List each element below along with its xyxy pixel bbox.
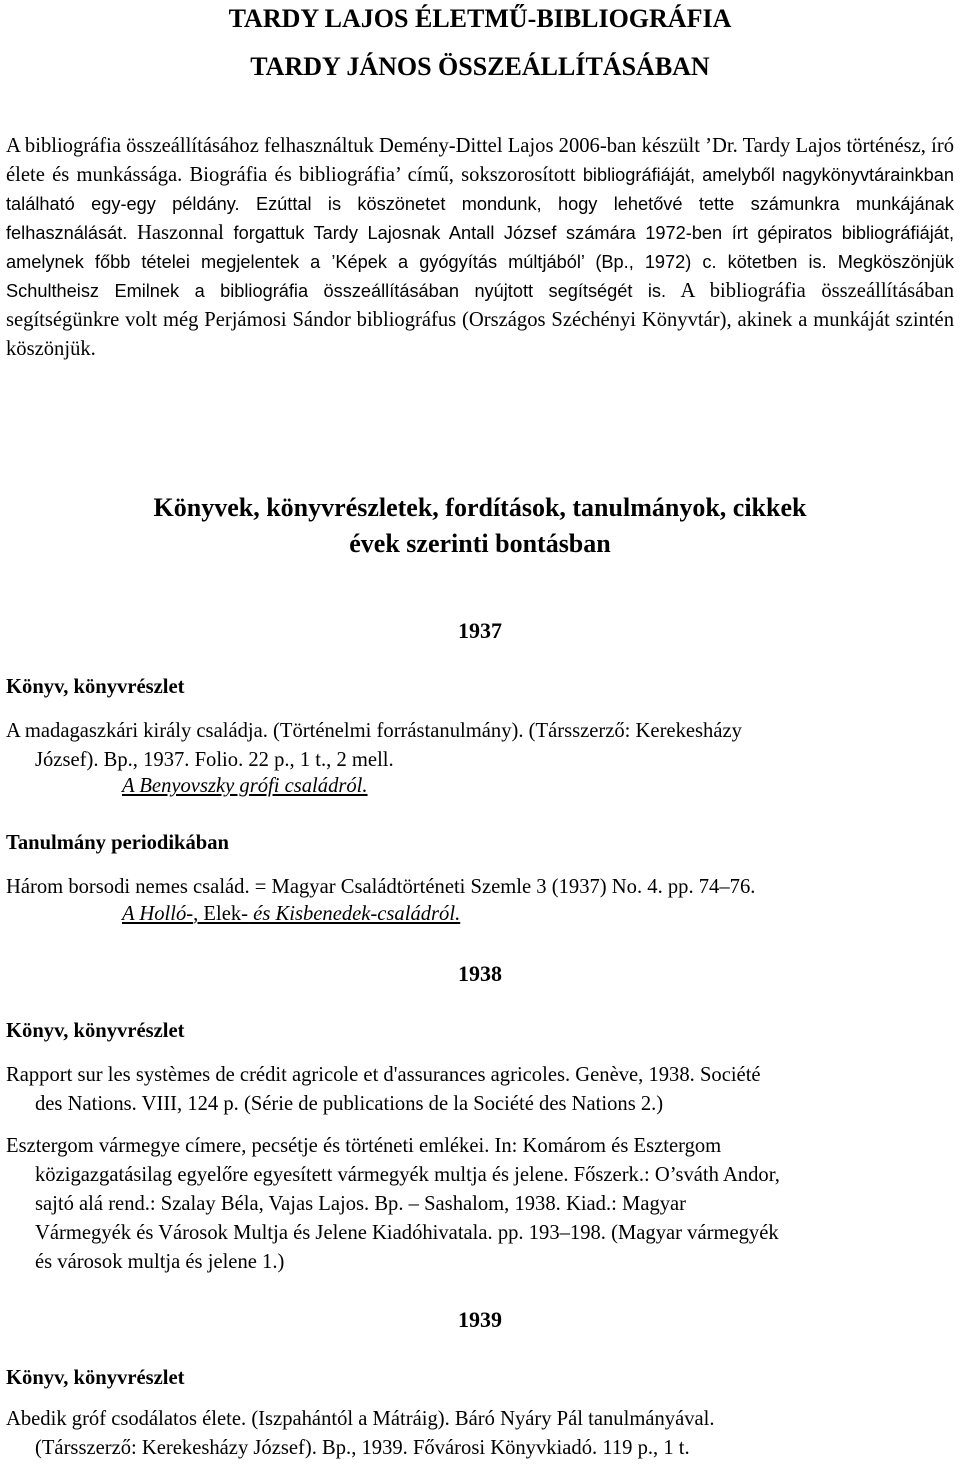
- bibliography-entry: [6, 1132, 954, 1277]
- category-heading-book: Könyv, könyvrészlet: [6, 1020, 185, 1042]
- intro-text-4: forgattuk Tardy Lajosnak Antall József számára 1972-ben írt gépiratos bibliográfiáját, amelynek főbb tételei megjelentek a ’Képek a gyógyítás múltjából’ (Bp., 1972) c. kötetben is. Megköszönjük Schultheisz Emilnek a bibliográfia összeállításában nyújtott segítségét is.: [6, 223, 954, 301]
- entry-line: des Nations. VIII, 124 p. (Série de publications de la Société des Nations 2.): [35, 1093, 664, 1115]
- section-title: Könyvek, könyvrészletek, fordítások, tanulmányok, cikkek: [153, 493, 807, 522]
- entry-line: József). Bp., 1937. Folio. 22 p., 1 t., 2 mell.: [35, 749, 394, 771]
- category-heading-study: Tanulmány periodikában: [6, 832, 230, 854]
- intro-text-5: A bibliográfia összeállításában segítségünkre volt még Perjámosi Sándor bibliográfus (Országos Széchényi Könyvtár), akinek a munkáját szintén köszönjük.: [6, 280, 955, 360]
- entry-note: A Benyovszky grófi családról.: [122, 775, 368, 797]
- intro-paragraph: [6, 132, 954, 364]
- entry-line: Abedik gróf csodálatos élete. (Iszpahántól a Mátráig). Báró Nyáry Pál tanulmányával.: [6, 1408, 715, 1430]
- category-heading-book: Könyv, könyvrészlet: [6, 1367, 185, 1389]
- entry-line: közigazgatásilag egyelőre egyesített vármegyék multja és jelene. Főszerk.: O’sváth Andor,: [35, 1164, 780, 1186]
- entry-line: (Társszerző: Kerekesházy József). Bp., 1939. Fővárosi Könyvkiadó. 119 p., 1 t.: [35, 1437, 690, 1459]
- bibliography-entry: [6, 1405, 954, 1463]
- entry-line: Három borsodi nemes család. = Magyar Családtörténeti Szemle 3 (1937) No. 4. pp. 74–76.: [6, 876, 756, 898]
- entry-note-part: A Holló-: [122, 903, 194, 925]
- year-heading-1938: 1938: [458, 961, 502, 986]
- bibliography-entry: [6, 1061, 954, 1119]
- entry-line: A madagaszkári király családja. (Történelmi forrástanulmány). (Társszerző: Kerekesházy: [6, 720, 742, 742]
- section-subtitle: évek szerinti bontásban: [349, 529, 611, 558]
- page-subtitle: TARDY JÁNOS ÖSSZEÁLLÍTÁSÁBAN: [250, 52, 710, 81]
- entry-line: Rapport sur les systèmes de crédit agricole et d'assurances agricoles. Genève, 1938. Société: [6, 1064, 761, 1086]
- entry-note-part: és Kisbenedek-családról.: [248, 903, 461, 925]
- page-title: TARDY LAJOS ÉLETMŰ-BIBLIOGRÁFIA: [228, 4, 732, 33]
- year-heading-1937: 1937: [458, 618, 502, 643]
- intro-text-3: Haszonnal: [127, 222, 234, 244]
- intro-text-1: A bibliográfia összeállításához felhasználtuk Demény-Dittel Lajos 2006-ban készült ’Dr. Tardy Lajos történész, író élete és munkássága. Biográfia és bibliográfia’ című, sokszorosított: [6, 135, 954, 186]
- entry-line: Esztergom vármegye címere, pecsétje és történeti emlékei. In: Komárom és Esztergom: [6, 1135, 722, 1157]
- intro-text-2: bibliográfiáját, amelyből nagykönyvtárainkban található egy-egy példány. Ezúttal is köszönetet mondunk, hogy lehetővé tette számunkra munkájának felhasználását.: [6, 165, 954, 243]
- bibliography-entry: [6, 717, 954, 775]
- category-heading-book: Könyv, könyvrészlet: [6, 676, 185, 698]
- year-heading-1939: 1939: [458, 1307, 502, 1332]
- bibliography-entry: [6, 873, 954, 902]
- entry-note-part: , Elek-: [193, 903, 249, 925]
- entry-line: és városok multja és jelene 1.): [35, 1251, 285, 1273]
- entry-note: [122, 903, 460, 926]
- entry-line: sajtó alá rend.: Szalay Béla, Vajas Lajos. Bp. – Sashalom, 1938. Kiad.: Magyar: [35, 1193, 687, 1215]
- entry-line: Vármegyék és Városok Multja és Jelene Kiadóhivatala. pp. 193–198. (Magyar vármegyék: [35, 1222, 779, 1244]
